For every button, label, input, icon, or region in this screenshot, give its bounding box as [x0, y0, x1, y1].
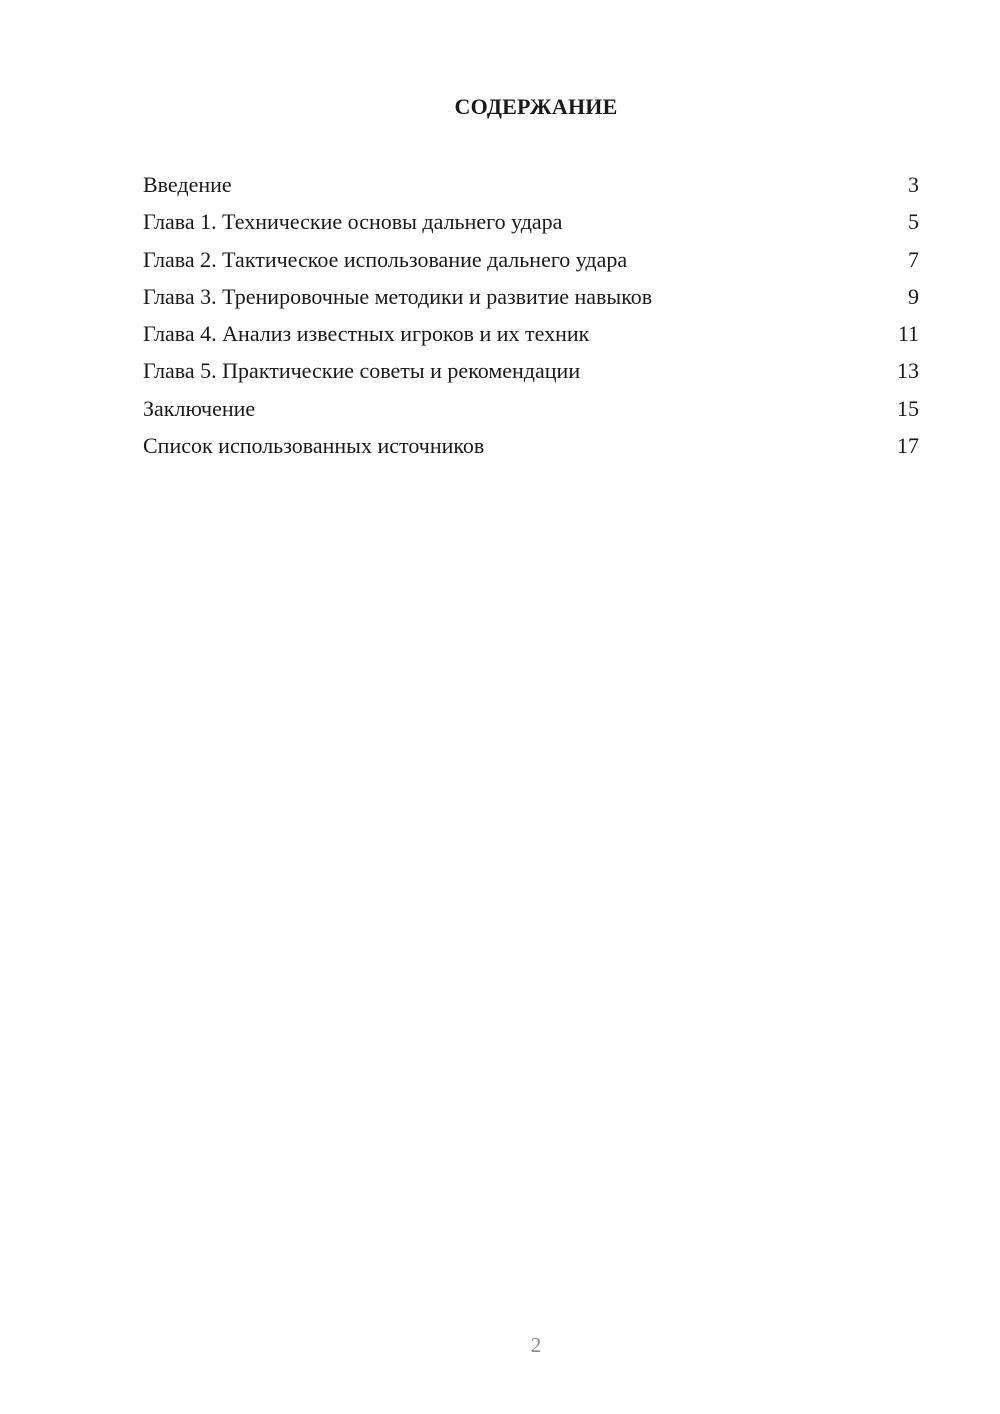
toc-entry-label: Глава 4. Анализ известных игроков и их техник: [143, 321, 590, 347]
toc-entry-label: Глава 1. Технические основы дальнего удара: [143, 209, 563, 235]
toc-entry-label: Введение: [143, 172, 232, 197]
toc-entry-page: 7: [908, 246, 919, 272]
toc-entry-page: 9: [908, 283, 919, 309]
toc-entry-references: [143, 430, 919, 467]
page-number: 2: [530, 1333, 542, 1357]
toc-title: СОДЕРЖАНИЕ: [454, 94, 618, 119]
toc-entry-label: Глава 2. Тактическое использование дальнего удара: [143, 246, 628, 272]
toc-entry-label: Список использованных источников: [143, 433, 485, 459]
toc-entry-page: 11: [897, 321, 919, 347]
toc-entry-chapter-3: [143, 281, 919, 318]
toc-entry-label: Глава 5. Практические советы и рекомендации: [143, 358, 581, 384]
toc-entry-chapter-4: [143, 318, 919, 355]
toc-list: [143, 169, 919, 467]
toc-entry-page: 5: [908, 209, 919, 235]
toc-entry-chapter-5: [143, 355, 919, 392]
toc-entry-label: Заключение: [143, 395, 256, 421]
toc-entry-label: Глава 3. Тренировочные методики и развитие навыков: [143, 283, 653, 309]
toc-entry-chapter-2: [143, 244, 919, 281]
toc-entry-page: 3: [908, 172, 919, 197]
toc-entry-page: 13: [897, 358, 919, 384]
toc-entry-introduction: [143, 169, 919, 206]
toc-entry-page: 17: [897, 433, 919, 459]
toc-entry-page: 15: [897, 395, 919, 421]
toc-entry-conclusion: [143, 393, 919, 430]
toc-entry-chapter-1: [143, 206, 919, 243]
